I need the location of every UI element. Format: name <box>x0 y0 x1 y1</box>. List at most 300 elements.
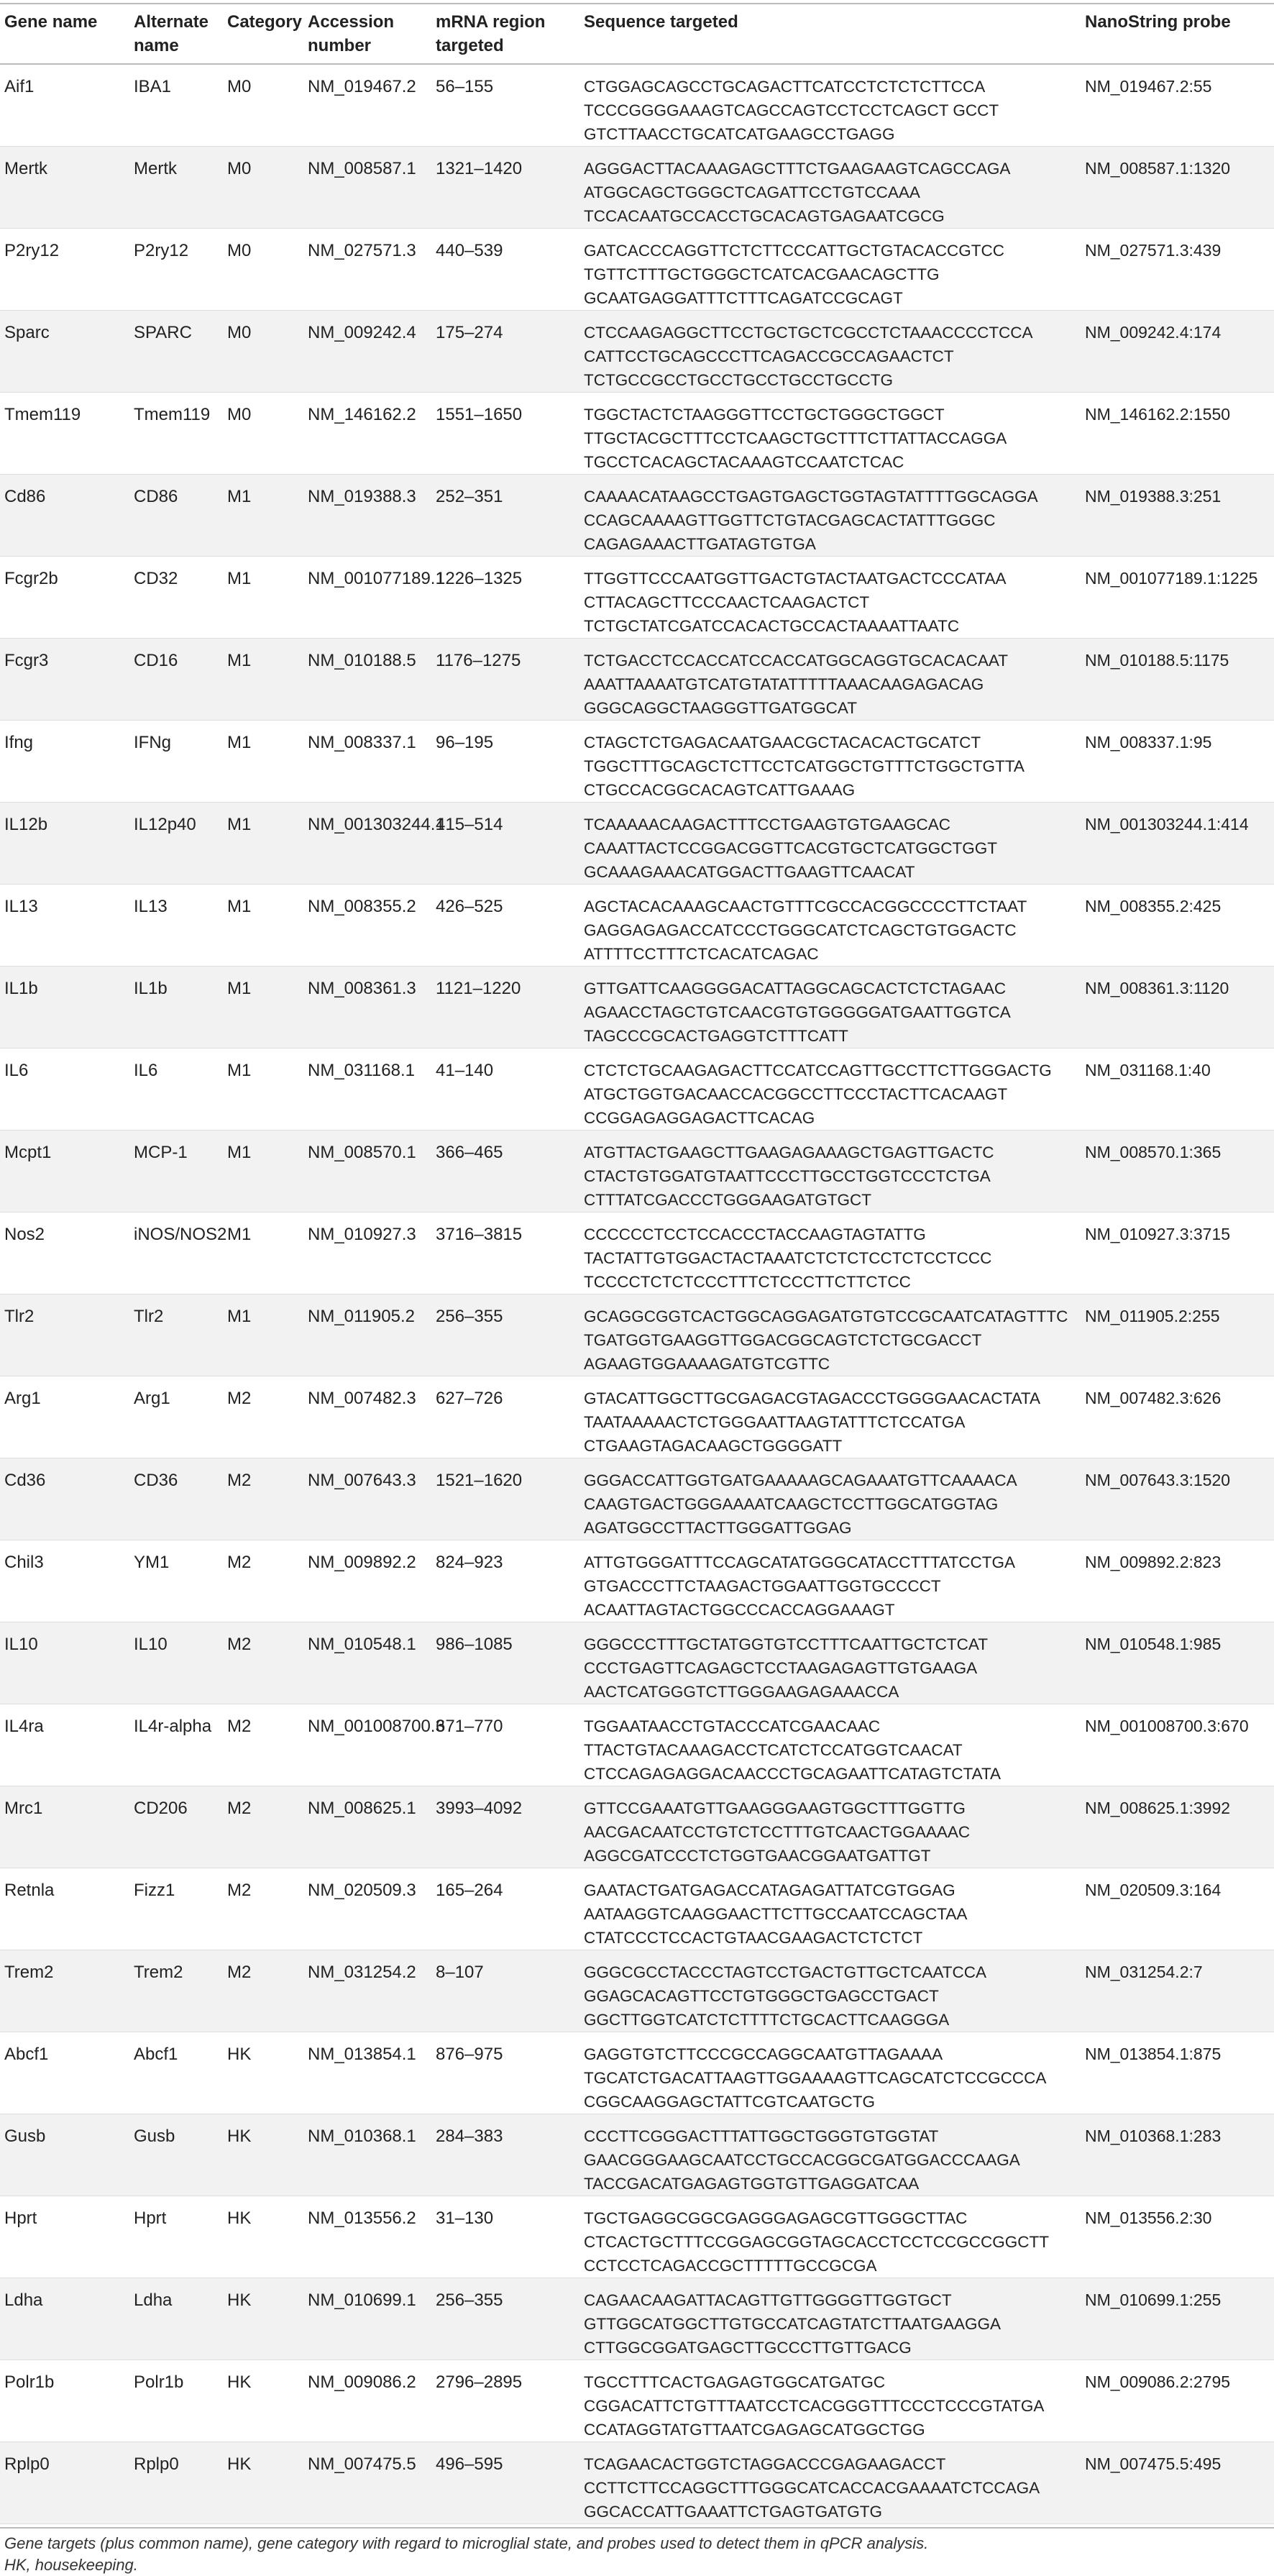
gene-targets-table <box>0 3 1274 2524</box>
cell-accession-number: NM_027571.3 <box>308 241 416 260</box>
sequence-line: CCTCCTCAGACCGCTTTTTGCCGCGA <box>584 2257 877 2275</box>
cell-mrna-region: 876–975 <box>436 2045 503 2064</box>
cell-mrna-region: 256–355 <box>436 1307 503 1326</box>
cell-accession-number: NM_020509.3 <box>308 1881 416 1900</box>
table-body <box>0 64 1274 2524</box>
cell-mrna-region: 8–107 <box>436 1963 484 1982</box>
sequence-line: TTGGTTCCCAATGGTTGACTGTACTAATGACTCCCATAA <box>584 570 1007 588</box>
cell-accession-number: NM_009892.2 <box>308 1553 416 1572</box>
cell-alternate-name: Abcf1 <box>134 2045 178 2064</box>
table-row <box>0 1704 1274 1786</box>
sequence-line: ATTGTGGGATTTCCAGCATATGGGCATACCTTTATCCTGA <box>584 1553 1015 1571</box>
cell-accession-number: NM_013854.1 <box>308 2045 416 2064</box>
cell-alternate-name: Hprt <box>134 2209 167 2228</box>
cell-alternate-name: CD206 <box>134 1799 188 1818</box>
sequence-line: AGCTACACAAAGCAACTGTTTCGCCACGGCCCCTTCTAAT <box>584 898 1027 915</box>
cell-category: HK <box>227 2290 252 2310</box>
sequence-line: CCCTGAGTTCAGAGCTCCTAAGAGAGTTGTGAAGA <box>584 1659 978 1677</box>
cell-nanostring-probe: NM_010927.3:3715 <box>1085 1225 1231 1243</box>
sequence-line: CTGGAGCAGCCTGCAGACTTCATCCTCTCTCTTCCA <box>584 78 986 96</box>
cell-gene-name: Trem2 <box>4 1963 54 1982</box>
cell-nanostring-probe: NM_031254.2:7 <box>1085 1963 1203 1981</box>
cell-nanostring-probe: NM_008337.1:95 <box>1085 733 1212 752</box>
table-row <box>0 1294 1274 1376</box>
cell-alternate-name: IL6 <box>134 1061 158 1080</box>
sequence-line: GATCACCCAGGTTCTCTTCCCATTGCTGTACACCGTCC <box>584 242 1004 260</box>
cell-accession-number: NM_009086.2 <box>308 2372 416 2392</box>
cell-category: HK <box>227 2372 252 2392</box>
cell-accession-number: NM_008361.3 <box>308 979 416 998</box>
cell-category: M1 <box>227 1061 252 1080</box>
cell-accession-number: NM_010699.1 <box>308 2290 416 2310</box>
cell-category: HK <box>227 2127 252 2146</box>
sequence-line: AGATGGCCTTACTTGGGATTGGAG <box>584 1519 852 1537</box>
cell-sequence-targeted <box>579 311 1081 393</box>
cell-sequence-targeted <box>579 803 1081 885</box>
cell-gene-name: IL10 <box>4 1635 38 1654</box>
cell-mrna-region: 284–383 <box>436 2127 503 2146</box>
sequence-line: TGGAATAACCTGTACCCATCGAACAAC <box>584 1717 881 1735</box>
cell-mrna-region: 41–140 <box>436 1061 494 1080</box>
sequence-line: AAATTAAAATGTCATGTATATTTTTAAACAAGAGACAG <box>584 675 984 693</box>
cell-accession-number: NM_007643.3 <box>308 1471 416 1490</box>
cell-mrna-region: 1321–1420 <box>436 159 523 178</box>
cell-accession-number: NM_010927.3 <box>308 1225 416 1244</box>
sequence-line: TCTGCCGCCTGCCTGCCTGCCTGCCTG <box>584 371 893 389</box>
cell-sequence-targeted <box>579 2278 1081 2360</box>
cell-nanostring-probe: NM_009086.2:2795 <box>1085 2372 1231 2391</box>
sequence-line: CATTCCTGCAGCCCTTCAGACCGCCAGAACTCT <box>584 347 954 365</box>
cell-sequence-targeted <box>579 393 1081 475</box>
sequence-line: GGGACCATTGGTGATGAAAAAGCAGAAATGTTCAAAACA <box>584 1471 1017 1489</box>
cell-gene-name: Abcf1 <box>4 2045 49 2064</box>
cell-nanostring-probe: NM_011905.2:255 <box>1085 1307 1220 1325</box>
table-row <box>0 721 1274 803</box>
cell-category: M1 <box>227 569 252 588</box>
cell-nanostring-probe: NM_008587.1:1320 <box>1085 159 1231 178</box>
sequence-line: TGCATCTGACATTAAGTTGGAAAAGTTCAGCATCTCCGCCCA <box>584 2069 1047 2087</box>
cell-alternate-name: P2ry12 <box>134 241 189 260</box>
cell-sequence-targeted <box>579 557 1081 639</box>
cell-gene-name: Fcgr2b <box>4 569 58 588</box>
sequence-line: TGCCTCACAGCTACAAAGTCCAATCTCAC <box>584 453 904 471</box>
sequence-line: TCCCCTCTCTCCCTTTCTCCCTTCTTCTCC <box>584 1273 911 1291</box>
cell-accession-number: NM_008570.1 <box>308 1143 416 1162</box>
table-row <box>0 1131 1274 1212</box>
cell-sequence-targeted <box>579 1458 1081 1540</box>
header-mrna-region: mRNA region targeted <box>436 12 546 55</box>
sequence-line: AGAAGTGGAAAAGATGTCGTTC <box>584 1355 830 1373</box>
sequence-line: TCCACAATGCCACCTGCACAGTGAGAATCGCG <box>584 207 945 225</box>
sequence-line: TGGCTTTGCAGCTCTTCCTCATGGCTGTTTCTGGCTGTTA <box>584 757 1025 775</box>
sequence-line: TGCTGAGGCGGCGAGGGAGAGCGTTGGGCTTAC <box>584 2209 968 2227</box>
cell-category: M1 <box>227 897 252 916</box>
cell-nanostring-probe: NM_001008700.3:670 <box>1085 1717 1249 1735</box>
sequence-line: TGCCTTTCACTGAGAGTGGCATGATGC <box>584 2373 886 2391</box>
cell-category: HK <box>227 2045 252 2064</box>
cell-gene-name: Tmem119 <box>4 405 81 424</box>
cell-sequence-targeted <box>579 1212 1081 1294</box>
sequence-line: TTGCTACGCTTTCCTCAAGCTGCTTTCTTATTACCAGGA <box>584 429 1007 447</box>
cell-mrna-region: 1176–1275 <box>436 651 521 670</box>
sequence-line: TAGCCCGCACTGAGGTCTTTCATT <box>584 1027 848 1045</box>
cell-nanostring-probe: NM_008570.1:365 <box>1085 1143 1222 1161</box>
cell-nanostring-probe: NM_007475.5:495 <box>1085 2454 1222 2473</box>
cell-mrna-region: 165–264 <box>436 1881 503 1900</box>
cell-accession-number: NM_146162.2 <box>308 405 416 424</box>
cell-alternate-name: Rplp0 <box>134 2454 179 2474</box>
sequence-line: CAAAACATAAGCCTGAGTGAGCTGGTAGTATTTTGGCAGGA <box>584 488 1038 506</box>
sequence-line: GTGACCCTTCTAAGACTGGAATTGGTGCCCCT <box>584 1577 941 1595</box>
sequence-line: ATGCTGGTGACAACCACGGCCTTCCCTACTTCACAAGT <box>584 1085 1008 1103</box>
cell-gene-name: Ifng <box>4 733 34 752</box>
sequence-line: TAATAAAAACTCTGGGAATTAAGTATTTCTCCATGA <box>584 1413 966 1431</box>
cell-alternate-name: Trem2 <box>134 1963 183 1982</box>
cell-sequence-targeted <box>579 2196 1081 2278</box>
cell-alternate-name: IL4r-alpha <box>134 1717 212 1736</box>
cell-mrna-region: 56–155 <box>436 77 494 96</box>
sequence-line: CCAGCAAAAGTTGGTTCTGTACGAGCACTATTTGGGC <box>584 511 996 529</box>
sequence-line: CTCTCTGCAAGAGACTTCCATCCAGTTGCCTTCTTGGGACTG <box>584 1061 1052 1079</box>
cell-category: HK <box>227 2454 252 2474</box>
cell-nanostring-probe: NM_031168.1:40 <box>1085 1061 1211 1079</box>
cell-gene-name: Rplp0 <box>4 2454 50 2474</box>
cell-nanostring-probe: NM_008355.2:425 <box>1085 897 1222 915</box>
table-row <box>0 475 1274 557</box>
cell-mrna-region: 440–539 <box>436 241 503 260</box>
sequence-line: TCAGAACACTGGTCTAGGACCCGAGAAGACCT <box>584 2455 946 2473</box>
cell-mrna-region: 252–351 <box>436 487 503 506</box>
cell-nanostring-probe: NM_010548.1:985 <box>1085 1635 1222 1653</box>
cell-mrna-region: 671–770 <box>436 1717 503 1736</box>
cell-accession-number: NM_031254.2 <box>308 1963 416 1982</box>
sequence-line: TGGCTACTCTAAGGGTTCCTGCTGGGCTGGCT <box>584 406 945 424</box>
table-row <box>0 803 1274 885</box>
sequence-line: GGCACCATTGAAATTCTGAGTGATGTG <box>584 2503 882 2521</box>
cell-alternate-name: IL12p40 <box>134 815 196 834</box>
cell-sequence-targeted <box>579 721 1081 803</box>
sequence-line: AGGCGATCCCTCTGGTGAACGGAATGATTGT <box>584 1847 931 1865</box>
cell-sequence-targeted <box>579 2032 1081 2114</box>
cell-category: M1 <box>227 1225 252 1244</box>
cell-mrna-region: 415–514 <box>436 815 503 834</box>
cell-sequence-targeted <box>579 1704 1081 1786</box>
cell-accession-number: NM_008587.1 <box>308 159 416 178</box>
sequence-line: CTATCCCTCCACTGTAACGAAGACTCTCTCT <box>584 1929 923 1947</box>
cell-alternate-name: IL13 <box>134 897 168 916</box>
header-alternate-name: Alternate name <box>134 12 209 55</box>
cell-gene-name: Retnla <box>4 1881 55 1900</box>
cell-category: M2 <box>227 1389 252 1408</box>
cell-gene-name: Mcpt1 <box>4 1143 52 1162</box>
cell-alternate-name: Ldha <box>134 2290 173 2310</box>
cell-category: M2 <box>227 1553 252 1572</box>
cell-gene-name: Polr1b <box>4 2372 55 2392</box>
sequence-line: GTCTTAACCTGCATCATGAAGCCTGAGG <box>584 125 895 143</box>
cell-alternate-name: IL10 <box>134 1635 168 1654</box>
cell-nanostring-probe: NM_146162.2:1550 <box>1085 405 1231 424</box>
cell-sequence-targeted <box>579 639 1081 721</box>
sequence-line: CCCCCCTCCTCCACCCTACCAAGTAGTATTG <box>584 1225 926 1243</box>
cell-mrna-region: 986–1085 <box>436 1635 513 1654</box>
cell-category: M1 <box>227 487 252 506</box>
cell-gene-name: Nos2 <box>4 1225 45 1244</box>
cell-category: M1 <box>227 979 252 998</box>
cell-gene-name: Gusb <box>4 2127 46 2146</box>
cell-category: M0 <box>227 159 252 178</box>
cell-gene-name: Tlr2 <box>4 1307 35 1326</box>
cell-category: M2 <box>227 1471 252 1490</box>
sequence-line: CTGCCACGGCACAGTCATTGAAAG <box>584 781 856 799</box>
cell-mrna-region: 3993–4092 <box>436 1799 523 1818</box>
footnote-caption: Gene targets (plus common name), gene category with regard to microglial state, and probes used to detect them in qPCR analysis. <box>4 2534 929 2552</box>
cell-gene-name: Cd36 <box>4 1471 46 1490</box>
cell-category: M1 <box>227 1143 252 1162</box>
cell-accession-number: NM_031168.1 <box>308 1061 415 1080</box>
sequence-line: CTAGCTCTGAGACAATGAACGCTACACACTGCATCT <box>584 734 981 752</box>
cell-sequence-targeted <box>579 1049 1081 1131</box>
cell-alternate-name: YM1 <box>134 1553 170 1572</box>
table-row <box>0 2360 1274 2442</box>
header-category: Category <box>227 12 303 32</box>
cell-category: M2 <box>227 1881 252 1900</box>
sequence-line: AGGGACTTACAAAGAGCTTTCTGAAGAAGTCAGCCAGA <box>584 160 1011 178</box>
cell-alternate-name: CD16 <box>134 651 178 670</box>
table-row <box>0 311 1274 393</box>
cell-category: M1 <box>227 651 252 670</box>
table-row <box>0 2114 1274 2196</box>
cell-accession-number: NM_010548.1 <box>308 1635 416 1654</box>
cell-nanostring-probe: NM_013556.2:30 <box>1085 2209 1212 2227</box>
cell-mrna-region: 366–465 <box>436 1143 503 1162</box>
cell-category: M2 <box>227 1799 252 1818</box>
cell-category: M2 <box>227 1635 252 1654</box>
cell-gene-name: P2ry12 <box>4 241 60 260</box>
sequence-line: GAACGGGAAGCAATCCTGCCACGGCGATGGACCCAAGA <box>584 2151 1020 2169</box>
cell-sequence-targeted <box>579 1540 1081 1622</box>
table-row <box>0 1868 1274 1950</box>
sequence-line: TACCGACATGAGAGTGGTGTTGAGGATCAA <box>584 2175 920 2193</box>
sequence-line: GGGCCCTTTGCTATGGTGTCCTTTCAATTGCTCTCAT <box>584 1635 989 1653</box>
cell-sequence-targeted <box>579 475 1081 557</box>
cell-sequence-targeted <box>579 229 1081 311</box>
sequence-line: TTACTGTACAAAGACCTCATCTCCATGGTCAACAT <box>584 1741 963 1759</box>
sequence-line: AGAACCTAGCTGTCAACGTGTGGGGGATGAATTGGTCA <box>584 1003 1011 1021</box>
cell-sequence-targeted <box>579 147 1081 229</box>
sequence-line: ATTTTCCTTTCTCACATCAGAC <box>584 945 819 963</box>
cell-mrna-region: 426–525 <box>436 897 503 916</box>
cell-accession-number: NM_008355.2 <box>308 897 416 916</box>
cell-alternate-name: Gusb <box>134 2127 175 2146</box>
sequence-line: ATGTTACTGAAGCTTGAAGAGAAAGCTGAGTTGACTC <box>584 1143 994 1161</box>
cell-accession-number: NM_010188.5 <box>308 651 416 670</box>
sequence-line: GGGCGCCTACCCTAGTCCTGACTGTTGCTCAATCCA <box>584 1963 986 1981</box>
sequence-line: AACGACAATCCTGTCTCCTTTGTCAACTGGAAAAC <box>584 1823 971 1841</box>
header-sequence-targeted: Sequence targeted <box>584 12 738 32</box>
sequence-line: CTCACTGCTTTCCGGAGCGGTAGCACCTCCTCCGCCGGCTT <box>584 2233 1050 2251</box>
cell-gene-name: Aif1 <box>4 77 35 96</box>
table-row <box>0 967 1274 1049</box>
table-row <box>0 64 1274 147</box>
footnote-abbreviation: HK, housekeeping. <box>4 2556 138 2574</box>
cell-mrna-region: 496–595 <box>436 2454 503 2474</box>
sequence-line: ACAATTAGTACTGGCCCACCAGGAAAGT <box>584 1601 895 1619</box>
cell-category: M0 <box>227 77 252 96</box>
sequence-line: CTTTATCGACCCTGGGAAGATGTGCT <box>584 1191 871 1209</box>
cell-gene-name: Chil3 <box>4 1553 44 1572</box>
cell-nanostring-probe: NM_007643.3:1520 <box>1085 1471 1231 1489</box>
cell-category: M0 <box>227 405 252 424</box>
table-row <box>0 1540 1274 1622</box>
cell-mrna-region: 2796–2895 <box>436 2372 523 2392</box>
table-row <box>0 2032 1274 2114</box>
table-row <box>0 1212 1274 1294</box>
cell-sequence-targeted <box>579 1622 1081 1704</box>
sequence-line: AACTCATGGGTCTTGGGAAGAGAAACCA <box>584 1683 899 1701</box>
cell-accession-number: NM_011905.2 <box>308 1307 415 1326</box>
cell-gene-name: Sparc <box>4 323 50 342</box>
cell-category: M1 <box>227 733 252 752</box>
table-row <box>0 1622 1274 1704</box>
sequence-line: CTGAAGTAGACAAGCTGGGGATT <box>584 1437 843 1455</box>
cell-nanostring-probe: NM_001303244.1:414 <box>1085 815 1249 833</box>
header-gene-name: Gene name <box>4 12 98 32</box>
cell-nanostring-probe: NM_001077189.1:1225 <box>1085 569 1258 588</box>
sequence-line: GCAGGCGGTCACTGGCAGGAGATGTGTCCGCAATCATAGTTTC <box>584 1307 1068 1325</box>
sequence-line: GTACATTGGCTTGCGAGACGTAGACCCTGGGGAACACTATA <box>584 1389 1041 1407</box>
cell-gene-name: Hprt <box>4 2209 37 2228</box>
sequence-line: CTTGGCGGATGAGCTTGCCCTTGTTGACG <box>584 2339 912 2357</box>
header-nanostring-probe: NanoString probe <box>1085 12 1231 32</box>
cell-accession-number: NM_007475.5 <box>308 2454 416 2474</box>
cell-nanostring-probe: NM_009892.2:823 <box>1085 1553 1222 1571</box>
cell-nanostring-probe: NM_019467.2:55 <box>1085 77 1212 96</box>
sequence-line: CCATAGGTATGTTAATCGAGAGCATGGCTGG <box>584 2421 925 2439</box>
cell-gene-name: Mertk <box>4 159 47 178</box>
cell-category: M0 <box>227 323 252 342</box>
sequence-line: TGTTCTTTGCTGGGCTCATCACGAACAGCTTG <box>584 265 940 283</box>
cell-nanostring-probe: NM_020509.3:164 <box>1085 1881 1222 1899</box>
cell-category: M1 <box>227 815 252 834</box>
sequence-line: CTCCAAGAGGCTTCCTGCTGCTCGCCTCTAAACCCCTCCA <box>584 324 1033 342</box>
sequence-line: GAATACTGATGAGACCATAGAGATTATCGTGGAG <box>584 1881 956 1899</box>
cell-alternate-name: Tmem119 <box>134 405 211 424</box>
sequence-line: CCGGAGAGGAGACTTCACAG <box>584 1109 815 1127</box>
sequence-line: AATAAGGTCAAGGAACTTCTTGCCAATCCAGCTAA <box>584 1905 968 1923</box>
cell-sequence-targeted <box>579 2442 1081 2524</box>
sequence-line: CAGAACAAGATTACAGTTGTTGGGGTTGGTGCT <box>584 2291 952 2309</box>
cell-gene-name: IL12b <box>4 815 48 834</box>
sequence-line: TCTGCTATCGATCCACACTGCCACTAAAATTAATC <box>584 617 960 635</box>
sequence-line: CGGCAAGGAGCTATTCGTCAATGCTG <box>584 2093 875 2111</box>
cell-alternate-name: CD32 <box>134 569 178 588</box>
cell-category: M0 <box>227 241 252 260</box>
cell-alternate-name: MCP-1 <box>134 1143 188 1162</box>
cell-sequence-targeted <box>579 885 1081 967</box>
header-accession-number: Accession number <box>308 12 395 55</box>
cell-alternate-name: Arg1 <box>134 1389 170 1408</box>
cell-sequence-targeted <box>579 1376 1081 1458</box>
table-row <box>0 885 1274 967</box>
cell-nanostring-probe: NM_027571.3:439 <box>1085 241 1222 260</box>
sequence-line: TCCCGGGGAAAGTCAGCCAGTCCTCCTCAGCT GCCT <box>584 101 999 119</box>
cell-mrna-region: 31–130 <box>436 2209 494 2228</box>
cell-mrna-region: 627–726 <box>436 1389 503 1408</box>
cell-mrna-region: 3716–3815 <box>436 1225 523 1244</box>
sequence-line: CTACTGTGGATGTAATTCCCTTGCCTGGTCCCTCTGA <box>584 1167 991 1185</box>
cell-accession-number: NM_019467.2 <box>308 77 416 96</box>
sequence-line: GCAAAGAAACATGGACTTGAAGTTCAACAT <box>584 863 915 881</box>
cell-accession-number: NM_001303244.1 <box>308 815 445 834</box>
cell-accession-number: NM_010368.1 <box>308 2127 416 2146</box>
cell-nanostring-probe: NM_019388.3:251 <box>1085 487 1222 506</box>
cell-accession-number: NM_009242.4 <box>308 323 416 342</box>
sequence-line: TGATGGTGAAGGTTGGACGGCAGTCTCTGCGACCT <box>584 1331 982 1349</box>
sequence-line: GAGGTGTCTTCCCGCCAGGCAATGTTAGAAAA <box>584 2045 943 2063</box>
cell-accession-number: NM_007482.3 <box>308 1389 416 1408</box>
cell-category: M1 <box>227 1307 252 1326</box>
sequence-line: GGCTTGGTCATCTCTTTTCTGCACTTCAAGGGA <box>584 2011 950 2029</box>
cell-gene-name: Cd86 <box>4 487 46 506</box>
table-row <box>0 1376 1274 1458</box>
cell-alternate-name: SPARC <box>134 323 192 342</box>
cell-sequence-targeted <box>579 1868 1081 1950</box>
sequence-line: CGGACATTCTGTTTAATCCTCACGGGTTTCCCTCCCGTATGA <box>584 2397 1045 2415</box>
cell-gene-name: IL13 <box>4 897 38 916</box>
cell-nanostring-probe: NM_008625.1:3992 <box>1085 1799 1231 1817</box>
table-row <box>0 147 1274 229</box>
cell-alternate-name: iNOS/NOS2 <box>134 1225 227 1244</box>
cell-mrna-region: 175–274 <box>436 323 503 342</box>
cell-accession-number: NM_008625.1 <box>308 1799 416 1818</box>
cell-alternate-name: Fizz1 <box>134 1881 175 1900</box>
cell-alternate-name: IFNg <box>134 733 172 752</box>
cell-nanostring-probe: NM_007482.3:626 <box>1085 1389 1222 1407</box>
cell-mrna-region: 256–355 <box>436 2290 503 2310</box>
cell-category: M2 <box>227 1963 252 1982</box>
sequence-line: TCTGACCTCCACCATCCACCATGGCAGGTGCACACAAT <box>584 652 1009 670</box>
sequence-line: GCAATGAGGATTTCTTTCAGATCCGCAGT <box>584 289 903 307</box>
cell-nanostring-probe: NM_010368.1:283 <box>1085 2127 1222 2145</box>
cell-sequence-targeted <box>579 1131 1081 1212</box>
sequence-line: GTTCCGAAATGTTGAAGGGAAGTGGCTTTGGTTG <box>584 1799 966 1817</box>
sequence-line: GAGGAGAGACCATCCCTGGGCATCTCAGCTGTGGACTC <box>584 921 1017 939</box>
cell-nanostring-probe: NM_009242.4:174 <box>1085 323 1222 342</box>
cell-accession-number: NM_001077189.1 <box>308 569 445 588</box>
cell-mrna-region: 824–923 <box>436 1553 503 1572</box>
sequence-line: CAGAGAAACTTGATAGTGTGA <box>584 535 816 553</box>
cell-alternate-name: Mertk <box>134 159 177 178</box>
sequence-line: GGGCAGGCTAAGGGTTGATGGCAT <box>584 699 858 717</box>
sequence-line: CAAGTGACTGGGAAAATCAAGCTCCTTGGCATGGTAG <box>584 1495 999 1513</box>
sequence-line: CCCTTCGGGACTTTATTGGCTGGGTGTGGTAT <box>584 2127 939 2145</box>
cell-alternate-name: Tlr2 <box>134 1307 164 1326</box>
cell-sequence-targeted <box>579 967 1081 1049</box>
cell-gene-name: IL4ra <box>4 1717 44 1736</box>
cell-gene-name: Mrc1 <box>4 1799 43 1818</box>
table-row <box>0 1458 1274 1540</box>
cell-nanostring-probe: NM_010699.1:255 <box>1085 2290 1222 2309</box>
sequence-line: TACTATTGTGGACTACTAAATCTCTCTCCTCTCCTCCC <box>584 1249 992 1267</box>
cell-gene-name: IL6 <box>4 1061 29 1080</box>
cell-category: M2 <box>227 1717 252 1736</box>
cell-alternate-name: Polr1b <box>134 2372 184 2392</box>
table-row <box>0 639 1274 721</box>
cell-accession-number: NM_019388.3 <box>308 487 416 506</box>
cell-sequence-targeted <box>579 1786 1081 1868</box>
table-row <box>0 229 1274 311</box>
cell-sequence-targeted <box>579 64 1081 147</box>
